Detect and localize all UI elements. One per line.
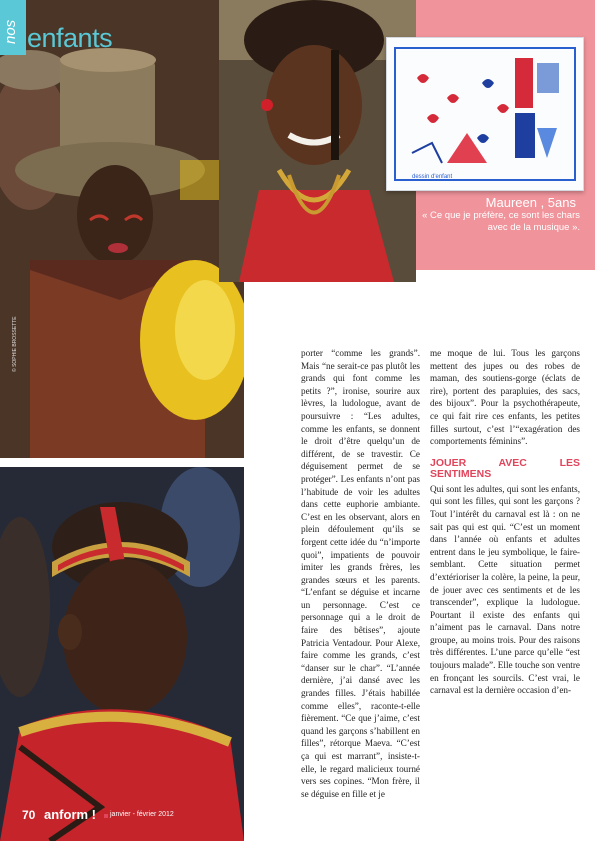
drawing-caption-name: Maureen , 5ans <box>485 195 576 210</box>
section-title: enfants <box>27 23 113 53</box>
photo-credit: © SOPHIE BROSSETTE <box>12 316 18 372</box>
photo-boy-headdress <box>0 467 244 841</box>
drawing-signature: dessin d'enfant <box>412 174 453 180</box>
photo-child-top-hat <box>0 0 244 458</box>
child-drawing <box>386 37 584 191</box>
page-number: 70 <box>22 808 36 822</box>
article-paragraph: porter “comme les grands”. Mais “ne serait-ce pas plutôt les grands qui font comme les petits ?”, ironise, sourire aux lèvres, la ludologue, avant de poursuivre : “Les adultes, comme les enfants, se donnent le droit d’être quelqu’un de différent, de se travestir. Ce déguisement permet de se protéger”. Les enfants n’ont pas l’habitude de voir les adultes dans cette euphorie ambiante. C’est en les observant, alors en plein défoulement qu’ils se forgent cette idée du “n’importe quoi”, impatients de pouvoir imiter les grands frères, les grandes sœurs et les parents. “L’enfant se déguise et incarne un personnage. C’est ce personnage qui a le droit de faire des bêtises”, ajoute Patricia Ventadour. Pour Alexe, faire comme les grands, c’est “danser sur le char”. “L’année dernière, j’ai dansé avec les grandes filles. J’étais habillée comme elles”, raconte-t-elle fièrement. “Ce que j’aime, c’est quand les garçons s’habillent en filles”, rétorque Maeva. “C’est ça qui est marrant”, insiste-t-elle, le regard malicieux tourné vers ses copines. “Mon frère, il se déguise en fille et je <box>301 348 420 799</box>
issue-date: janvier - février 2012 <box>110 811 174 818</box>
article-column-1 <box>301 347 420 800</box>
footer-separator <box>104 814 108 818</box>
article-paragraph: Qui sont les adultes, qui sont les enfants, qui sont les filles, qui sont les garçons ? Tout l’intérêt du carnaval est là : on ne sait pas qui est qui. “C’est un moment dans l’année où enfants et adultes entrent dans le jeu symbolique, le faire-semblant. Cette situation permet d’extérioriser la colère, la peine, la peur, de jouer avec ces sentiments et de les transcender”, explique la ludologue. Pourtant il existe des enfants qui n’aiment pas le carnaval. Dans notre groupe, au moins trois. Pour des raisons très différentes. L’une parce qu’elle “est toujours malade”. Elle touche son ventre en fronçant les sourcils. C’est vrai, le carnaval est la dernière occasion d’en- <box>430 483 580 696</box>
drawing-caption-quote: « Ce que je préfère, ce sont les chars avec de la musique ». <box>422 210 580 233</box>
magazine-name: anform ! <box>44 807 96 822</box>
section-prefix: nos <box>2 19 19 44</box>
article-subheading: JOUER AVEC LES SENTIMENS <box>430 456 580 480</box>
article-column-2 <box>430 347 580 697</box>
article-paragraph: me moque de lui. Tous les garçons mettent des jupes ou des robes de maman, des soutiens-gorge (éclats de rire), portent des parapluies, des sacs, des bijoux”. Pour la psychothérapeute, ce qui fait rire ces enfants, les petites filles surtout, c’est l’“exagération des comportements féminins”. <box>430 348 580 447</box>
